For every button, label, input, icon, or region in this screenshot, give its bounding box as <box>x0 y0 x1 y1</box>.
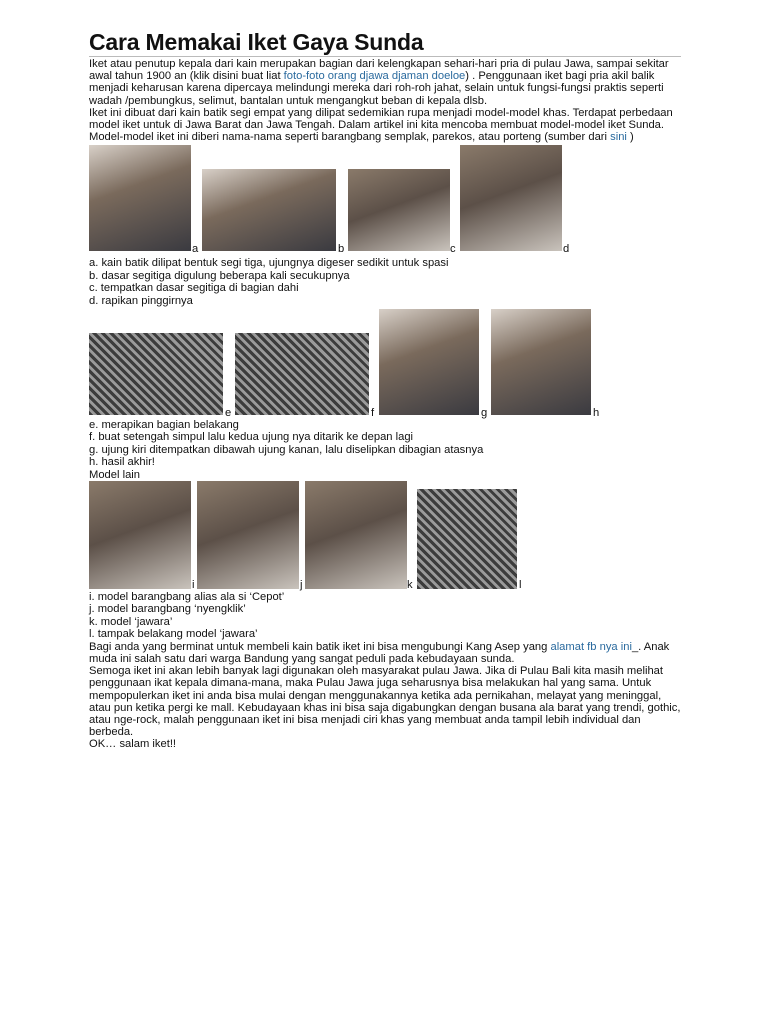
photo-label-e: e <box>225 407 232 420</box>
caption-l: l. tampak belakang model ‘jawara’ <box>89 628 258 641</box>
photo-label-i: i <box>192 579 195 592</box>
source-link[interactable]: sini <box>610 131 627 144</box>
photo-g <box>379 309 479 415</box>
intro-paragraph-2: Iket ini dibuat dari kain batik segi empat yang dilipat sedemikian rupa menjadi model-model khas. Terdapat perbedaan model iket untuk di Jawa Barat dan Jawa Tengah. Dalam artikel ini kita mencoba membuat model-model iket Sunda. Model-model iket ini diberi nama-nama seperti barangbang semplak, parekos, atau porteng (sumber dari sini ) <box>89 106 673 144</box>
photo-label-c: c <box>450 243 456 256</box>
fb-address-link[interactable]: alamat fb nya ini <box>550 640 632 653</box>
photo-label-a: a <box>192 243 199 256</box>
photo-label-b: b <box>338 243 345 256</box>
caption-i: i. model barangbang alias ala si ‘Cepot’ <box>89 591 285 604</box>
photo-c <box>348 169 450 251</box>
photo-row-2 <box>89 307 681 419</box>
outro-paragraph-1: Bagi anda yang berminat untuk membeli kain batik iket ini bisa mengubungi Kang Asep yang alamat fb nya ini_. Anak muda ini salah satu dari warga Bandung yang sangat peduli pada kebudayaan sunda. <box>89 640 670 665</box>
article <box>89 28 681 751</box>
caption-j: j. model barangbang ‘nyengklik’ <box>89 603 246 616</box>
intro-paragraph-1: Iket atau penutup kepala dari kain merupakan bagian dari kelengkapan sehari-hari pria di pulau Jawa, sampai sekitar awal tahun 1900 an (klik disini buat liat foto-foto orang djawa djaman doeloe) . Penggunaan iket bagi pria akil balik menjadi keharusan karena dipercaya melindungi mereka dari roh-roh jahat, selain untuk fungsi-fungsi praktis seperti wadah /pembungkus, selimut, bantalan untuk mengangkut beban di kepala dlsb. <box>89 58 669 107</box>
model-lain-heading: Model lain <box>89 468 140 481</box>
photo-h <box>491 309 591 415</box>
photo-a <box>89 145 191 251</box>
caption-k: k. model ‘jawara’ <box>89 615 173 628</box>
photo-label-g: g <box>481 407 488 420</box>
photo-label-d: d <box>563 243 570 256</box>
photo-i <box>89 481 191 589</box>
photo-label-f: f <box>371 407 375 420</box>
caption-g: g. ujung kiri ditempatkan dibawah ujung kanan, lalu diselipkan dibagian atasnya <box>89 443 484 456</box>
photo-b <box>202 169 336 251</box>
captions-3 <box>89 591 681 641</box>
outro-paragraph-2: Semoga iket ini akan lebih banyak lagi digunakan oleh masyarakat pulau Jawa. Jika di Pulau Bali kita masih melihat penggunaan ikat kepala dimana-mana, maka Pulau Jawa juga seharusnya bisa melakukan hal yang sama. Untuk mempopulerkan iket ini anda bisa mulai dengan menggunakannya ketika ada pernikahan, melayat yang meninggal, atau pun ketika pergi ke mall. Kebudayaan khas ini bisa saja digabungkan dengan busana ala barat yang trendi, gothic, atau nge-rock, malah penggunaan iket ini bisa menjadi ciri khas yang membuat anda tampil lebih individual dan berbeda. <box>89 665 681 739</box>
caption-b: b. dasar segitiga digulung beberapa kali secukupnya <box>89 269 350 282</box>
caption-a: a. kain batik dilipat bentuk segi tiga, ujungnya digeser sedikit untuk spasi <box>89 257 449 270</box>
photo-row-1 <box>89 143 681 257</box>
photo-k <box>305 481 407 589</box>
photo-j <box>197 481 299 589</box>
captions-2 <box>89 419 681 481</box>
photo-l <box>417 489 517 589</box>
caption-f: f. buat setengah simpul lalu kedua ujung nya ditarik ke depan lagi <box>89 431 414 444</box>
caption-d: d. rapikan pinggirnya <box>89 294 193 307</box>
old-photos-link[interactable]: foto-foto orang djawa djaman doeloe <box>283 70 466 83</box>
title-divider <box>89 56 681 57</box>
page-title: Cara Memakai Iket Gaya Sunda <box>89 29 424 55</box>
caption-h: h. hasil akhir! <box>89 456 155 469</box>
caption-c: c. tempatkan dasar segitiga di bagian dahi <box>89 282 299 295</box>
photo-label-h: h <box>593 407 600 420</box>
photo-d <box>460 145 562 251</box>
photo-f <box>235 333 369 415</box>
photo-e <box>89 333 223 415</box>
photo-label-l: l <box>519 579 522 592</box>
caption-e: e. merapikan bagian belakang <box>89 419 239 432</box>
photo-label-k: k <box>407 579 413 592</box>
captions-1 <box>89 257 681 307</box>
outro-paragraph-3: OK… salam iket!! <box>89 738 177 751</box>
photo-row-3 <box>89 481 681 591</box>
photo-label-j: j <box>300 579 303 592</box>
